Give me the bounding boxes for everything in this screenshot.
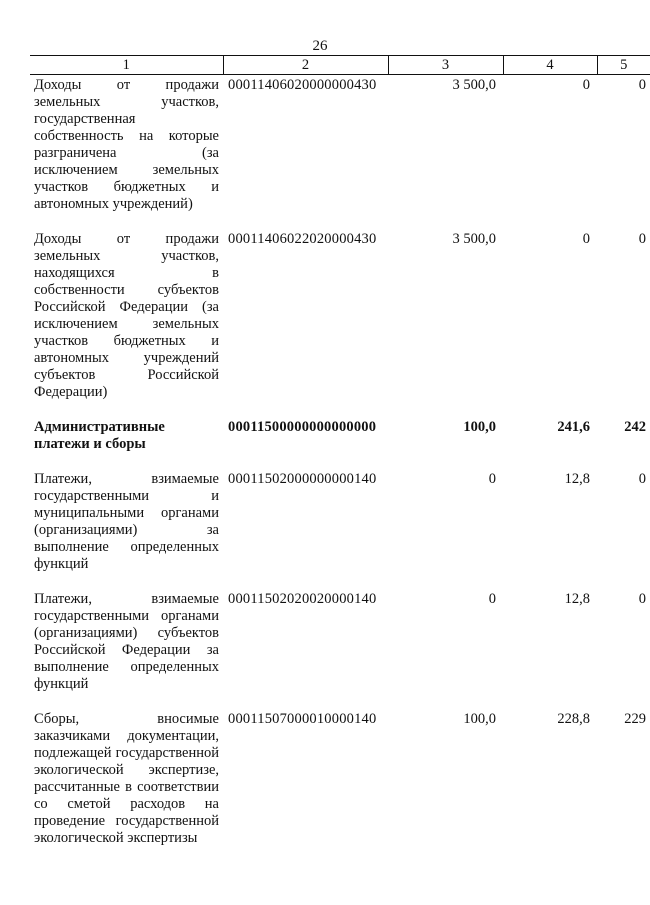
row-value-4: 241,6	[557, 419, 590, 435]
row-name: Доходы от продажи земельных участков, находящихся в собственности субъектов Российской Федерации (за исключением земельных участков бюджетных и автономных учреждений субъектов Российской Федерации)	[34, 231, 219, 400]
row-name: Сборы, вносимые заказчиками документации, подлежащей государственной экологической экспертизе, рассчитанные в соответствии со сметой расходов на проведение государственной экологической экспертизы	[34, 711, 219, 846]
column-header-1: 1	[30, 56, 223, 75]
row-value-5: 242	[624, 419, 646, 435]
row-value-3: 0	[488, 591, 496, 607]
table-row	[30, 709, 650, 863]
table-header-row	[30, 56, 650, 75]
table-row	[30, 229, 650, 417]
row-name: Доходы от продажи земельных участков, государственная собственность на которые разграничена (за исключением земельных участков бюджетных и автономных учреждений)	[34, 77, 219, 212]
row-value-3: 100,0	[463, 711, 496, 727]
row-code: 00011507000010000140	[228, 711, 377, 727]
table-row	[30, 417, 650, 469]
row-name: Платежи, взимаемые государственными органами (организациями) субъектов Российской Федерации за выполнение определенных функций	[34, 591, 219, 692]
row-value-5: 0	[638, 591, 646, 607]
row-value-4: 12,8	[564, 471, 590, 487]
row-value-4: 228,8	[557, 711, 590, 727]
table-row	[30, 469, 650, 589]
row-value-3: 100,0	[463, 419, 496, 435]
row-value-5: 0	[638, 77, 646, 93]
row-value-4: 0	[582, 77, 590, 93]
row-code: 00011500000000000000	[228, 419, 377, 435]
row-name: Административные платежи и сборы	[34, 419, 165, 452]
row-value-5: 0	[638, 231, 646, 247]
row-value-3: 0	[488, 471, 496, 487]
table-row	[30, 589, 650, 709]
column-header-2: 2	[223, 56, 388, 75]
column-header-4: 4	[503, 56, 597, 75]
row-code: 00011406020000000430	[228, 77, 377, 93]
row-name: Платежи, взимаемые государственными и муниципальными органами (организациями) за выполнение определенных функций	[34, 471, 219, 572]
row-code: 00011406022020000430	[228, 231, 377, 247]
table-row	[30, 75, 650, 230]
budget-table	[30, 55, 650, 863]
row-value-3: 3 500,0	[452, 77, 496, 93]
row-code: 00011502000000000140	[228, 471, 377, 487]
column-header-3: 3	[388, 56, 503, 75]
row-value-4: 12,8	[564, 591, 590, 607]
row-code: 00011502020020000140	[228, 591, 377, 607]
column-header-5: 5	[597, 56, 650, 75]
row-value-3: 3 500,0	[452, 231, 496, 247]
page-number: 26	[312, 38, 328, 54]
row-value-4: 0	[582, 231, 590, 247]
row-value-5: 0	[638, 471, 646, 487]
row-value-5: 229	[624, 711, 646, 727]
